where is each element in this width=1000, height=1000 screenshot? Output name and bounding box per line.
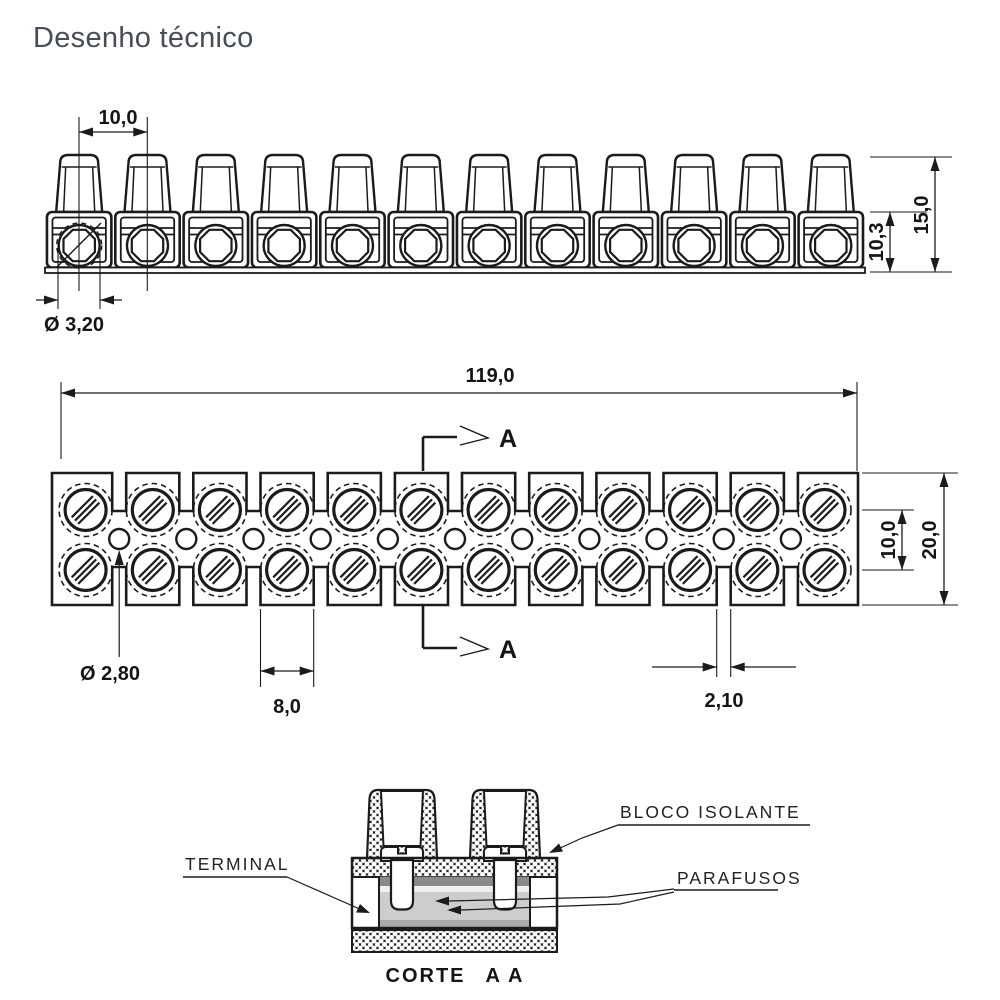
arrowhead	[300, 667, 314, 676]
wire-tower	[808, 155, 854, 212]
wire-entry-hole	[195, 225, 236, 266]
terminal-label-text: TERMINAL	[185, 854, 290, 874]
wire-tower	[739, 155, 785, 212]
wire-tower	[329, 155, 375, 212]
dim-total-height-text: 15,0	[911, 195, 933, 235]
wire-tower	[466, 155, 512, 212]
junction-hole	[378, 529, 398, 549]
wire-entry-hole	[332, 225, 373, 266]
arrowhead	[703, 663, 717, 672]
junction-hole	[445, 529, 465, 549]
junction-hole	[311, 529, 331, 549]
arrowhead	[79, 128, 93, 137]
dim-tab-width	[261, 609, 314, 718]
arrowhead	[940, 591, 949, 605]
wire-tower	[534, 155, 580, 212]
section-caption-corte: CORTE	[385, 965, 466, 987]
section-label-upper: A	[498, 425, 518, 453]
junction-hole	[647, 529, 667, 549]
section-label-lower: A	[498, 636, 518, 664]
end-cap-left	[352, 877, 379, 928]
junction-hole	[244, 529, 264, 549]
wire-entry-hole	[674, 225, 715, 266]
junction-hole	[176, 529, 196, 549]
section-view	[150, 780, 850, 995]
base-strip	[352, 930, 557, 952]
wire-entry-hole	[469, 225, 510, 266]
dim-length-text: 119,0	[465, 365, 515, 387]
terminal-strip-front-segments	[47, 155, 863, 268]
section-mark-upper	[423, 425, 517, 471]
wire-entry-hole	[605, 225, 646, 266]
wire-entry-hole	[264, 225, 305, 266]
dim-widths	[862, 473, 958, 605]
front-elevation-view	[30, 95, 980, 350]
dim-heights	[866, 157, 952, 272]
insulating-block-label-text: BLOCO ISOLANTE	[620, 802, 801, 822]
arrowhead	[931, 157, 940, 171]
junction-hole	[579, 529, 599, 549]
junction-hole	[109, 529, 129, 549]
screws-label-text: PARAFUSOS	[677, 868, 802, 888]
label-terminal	[183, 854, 370, 913]
wire-tower	[261, 155, 307, 212]
arrowhead	[843, 389, 857, 398]
dim-notch-width-text: 2,10	[704, 690, 744, 712]
wire-tower	[671, 155, 717, 212]
arrowhead	[931, 258, 940, 272]
junction-hole	[714, 529, 734, 549]
arrowhead	[44, 296, 58, 305]
label-insulating-block	[549, 802, 810, 853]
junction-hole	[512, 529, 532, 549]
dim-tab-width-text: 8,0	[273, 696, 301, 718]
wire-tower	[603, 155, 649, 212]
section-caption-aa: A A	[485, 965, 525, 987]
section-flag	[460, 637, 488, 656]
wire-entry-hole	[742, 225, 783, 266]
dim-notch-width	[652, 609, 796, 712]
strip-base-rail	[45, 268, 865, 274]
arrowhead	[61, 389, 75, 398]
section-caption	[386, 965, 525, 987]
dim-body-height-text: 10,3	[866, 222, 888, 262]
junction-hole	[781, 529, 801, 549]
dim-pitch-text: 10,0	[98, 107, 138, 129]
dim-length	[61, 365, 857, 471]
arrowhead	[731, 663, 745, 672]
section-mark-lower	[423, 605, 517, 664]
plan-view	[30, 355, 980, 725]
wire-tower	[398, 155, 444, 212]
end-cap-right	[530, 877, 557, 928]
wire-entry-hole	[400, 225, 441, 266]
wire-entry-hole	[537, 225, 578, 266]
arrowhead	[549, 844, 563, 854]
dim-center-hole-text: Ø 2,80	[80, 663, 141, 685]
dim-hole-dia-text: Ø 3,20	[44, 314, 105, 336]
wire-entry-hole	[810, 225, 851, 266]
dim-row-spacing-text: 10,0	[878, 520, 900, 560]
arrowhead	[100, 296, 114, 305]
wire-tower	[193, 155, 239, 212]
arrowhead	[261, 667, 275, 676]
section-flag	[460, 426, 488, 445]
arrowhead	[940, 473, 949, 487]
dim-width-text: 20,0	[919, 520, 941, 560]
page-title: Desenho técnico	[33, 22, 254, 54]
